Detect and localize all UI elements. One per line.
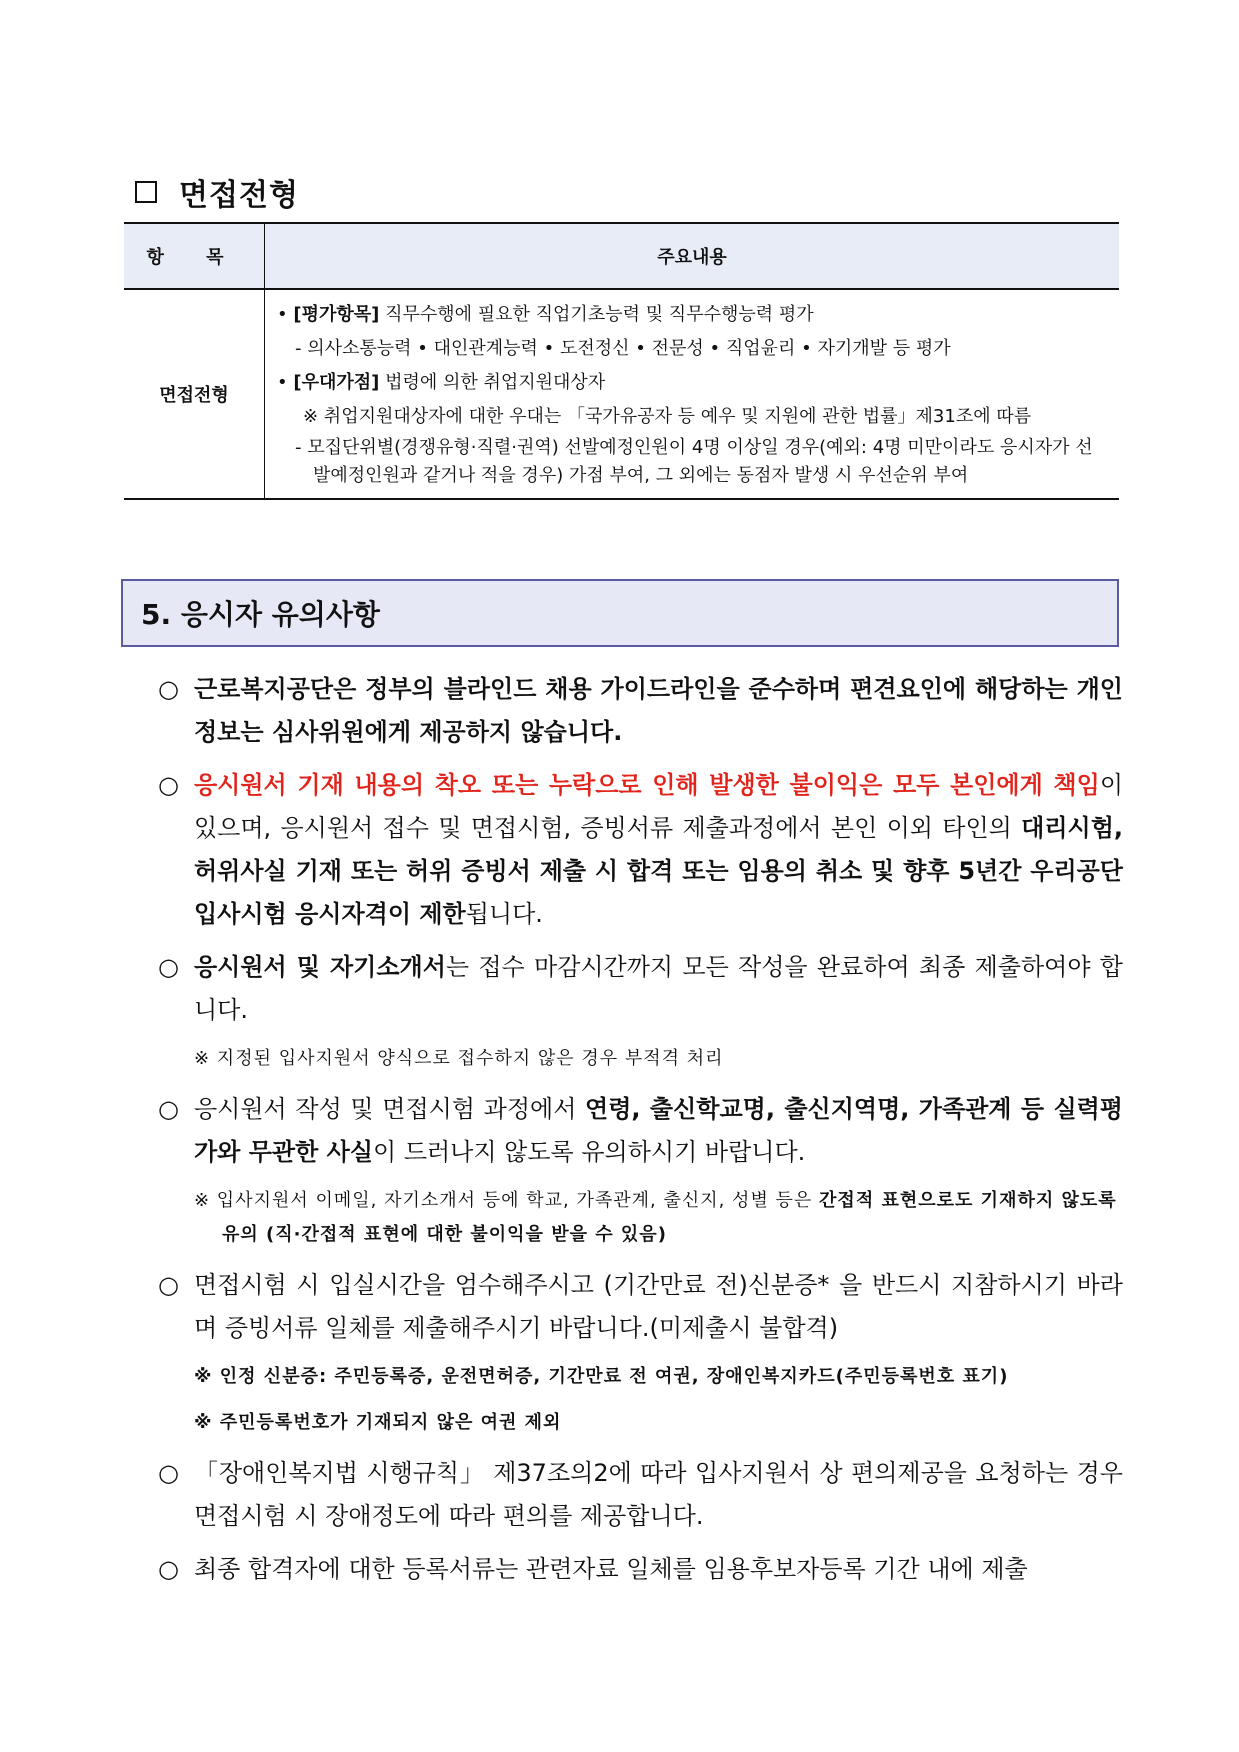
list-item: [148, 668, 1123, 754]
content-line: - 모집단위별(경쟁유형·직렬·권역) 선발예정인원이 4명 이상일 경우(예외: 4명 미만이라도 응시자가 선발예정인원과 같거나 적을 경우) 가점 부여, 그 외에는 동점자 발생 시 우선순위 부여: [295, 437, 1093, 486]
bonus-label: [우대가점]: [293, 372, 380, 393]
item-note: ※ 인정 신분증: 주민등록증, 운전면허증, 기간만료 전 여권, 장애인복지카드(주민등록번호 표기): [194, 1366, 1009, 1387]
item-warning: 응시원서 기재 내용의 착오 또는 누락으로 인해 발생한 불이익은 모두 본인에게 책임: [194, 771, 1100, 799]
bullet-icon: ○: [158, 675, 179, 703]
table-row: [124, 289, 1119, 499]
table-header-row: [124, 223, 1119, 289]
note-emphasis: 간접적 표현으로도 기재하지 않도록 유의 (직·간접적 표현에 대한 불이익을 받을 수 있음): [222, 1190, 1117, 1245]
item-note: ※ 지정된 입사지원서 양식으로 접수하지 않은 경우 부적격 처리: [194, 1048, 724, 1069]
section5-header: [121, 579, 1119, 647]
bonus-text: 법령에 의한 취업지원대상자: [379, 372, 606, 393]
section-heading: [135, 170, 299, 214]
list-item: [148, 1088, 1123, 1174]
bullet-icon: ○: [158, 1459, 179, 1487]
list-item: [148, 1452, 1123, 1538]
bullet-icon: ○: [158, 1555, 179, 1583]
item-emphasis: 응시원서 및 자기소개서: [194, 953, 446, 981]
list-item: [148, 946, 1123, 1032]
bullet-icon: ○: [158, 953, 179, 981]
bullet-icon: •: [277, 304, 288, 325]
eval-item-text: 직무수행에 필요한 직업기초능력 및 직무수행능력 평가: [379, 304, 814, 325]
item-emphasis: 대리시험, 허위사실 기재 또는 허위 증빙서 제출 시 합격 또는 임용의 취소 및 향후 5년간 우리공단 입사시험 응시자격이 제한: [194, 814, 1123, 928]
list-item: [148, 764, 1123, 936]
item-text: 이 있으며, 응시원서 접수 및 면접시험, 증빙서류 제출과정에서 본인 이외 타인의: [194, 771, 1123, 842]
item-text: 는 접수 마감시간까지 모든 작성을 완료하여 최종 제출하여야 합니다.: [194, 953, 1123, 1024]
row-content: [265, 289, 1120, 499]
bullet-icon: ○: [158, 1095, 179, 1123]
interview-table: [124, 222, 1119, 500]
item-note: [148, 1184, 1123, 1252]
item-emphasis: 연령, 출신학교명, 출신지역명, 가족관계 등 실력평가와 무관한 사실: [194, 1095, 1123, 1166]
bullet-icon: •: [277, 372, 288, 393]
row-label: 면접전형: [124, 289, 265, 499]
bullet-icon: ○: [158, 771, 179, 799]
content-line: ※ 취업지원대상자에 대한 우대는 「국가유공자 등 예우 및 지원에 관한 법률」제31조에 따름: [303, 406, 1032, 427]
header-item: 항 목: [124, 223, 265, 289]
item-note: ※ 주민등록번호가 기재되지 않은 여권 제외: [194, 1412, 562, 1433]
item-text: 면접시험 시 입실시간을 엄수해주시고 (기간만료 전)신분증* 을 반드시 지참하시기 바라며 증빙서류 일체를 제출해주시기 바랍니다.(미제출시 불합격): [194, 1271, 1123, 1342]
content-line: - 의사소통능력 • 대인관계능력 • 도전정신 • 전문성 • 직업윤리 • 자기개발 등 평가: [295, 338, 951, 359]
item-text: 「장애인복지법 시행규칙」 제37조의2에 따라 입사지원서 상 편의제공을 요청하는 경우 면접시험 시 장애정도에 따라 편의를 제공합니다.: [194, 1459, 1123, 1530]
content-line: [277, 366, 1109, 400]
checkbox-icon: [135, 181, 157, 203]
section-title: 면접전형: [179, 178, 299, 213]
item-text: 응시원서 작성 및 면접시험 과정에서: [194, 1095, 586, 1123]
notice-list: [148, 668, 1123, 1601]
eval-item-label: [평가항목]: [293, 304, 380, 325]
list-item: [148, 1264, 1123, 1350]
item-text: 이 드러나지 않도록 유의하시기 바랍니다.: [373, 1138, 806, 1166]
list-item: [148, 1548, 1123, 1591]
item-text: 최종 합격자에 대한 등록서류는 관련자료 일체를 임용후보자등록 기간 내에 제출: [194, 1555, 1028, 1583]
item-text: 됩니다.: [465, 900, 543, 928]
item-text: 근로복지공단은 정부의 블라인드 채용 가이드라인을 준수하며 편견요인에 해당하는 개인정보는 심사위원에게 제공하지 않습니다.: [194, 675, 1123, 746]
section5-title: 5. 응시자 유의사항: [141, 598, 380, 631]
bullet-icon: ○: [158, 1271, 179, 1299]
header-content: 주요내용: [265, 223, 1120, 289]
content-line: [277, 298, 1109, 332]
note-text: ※ 입사지원서 이메일, 자기소개서 등에 학교, 가족관계, 출신지, 성별 등은: [194, 1190, 820, 1211]
